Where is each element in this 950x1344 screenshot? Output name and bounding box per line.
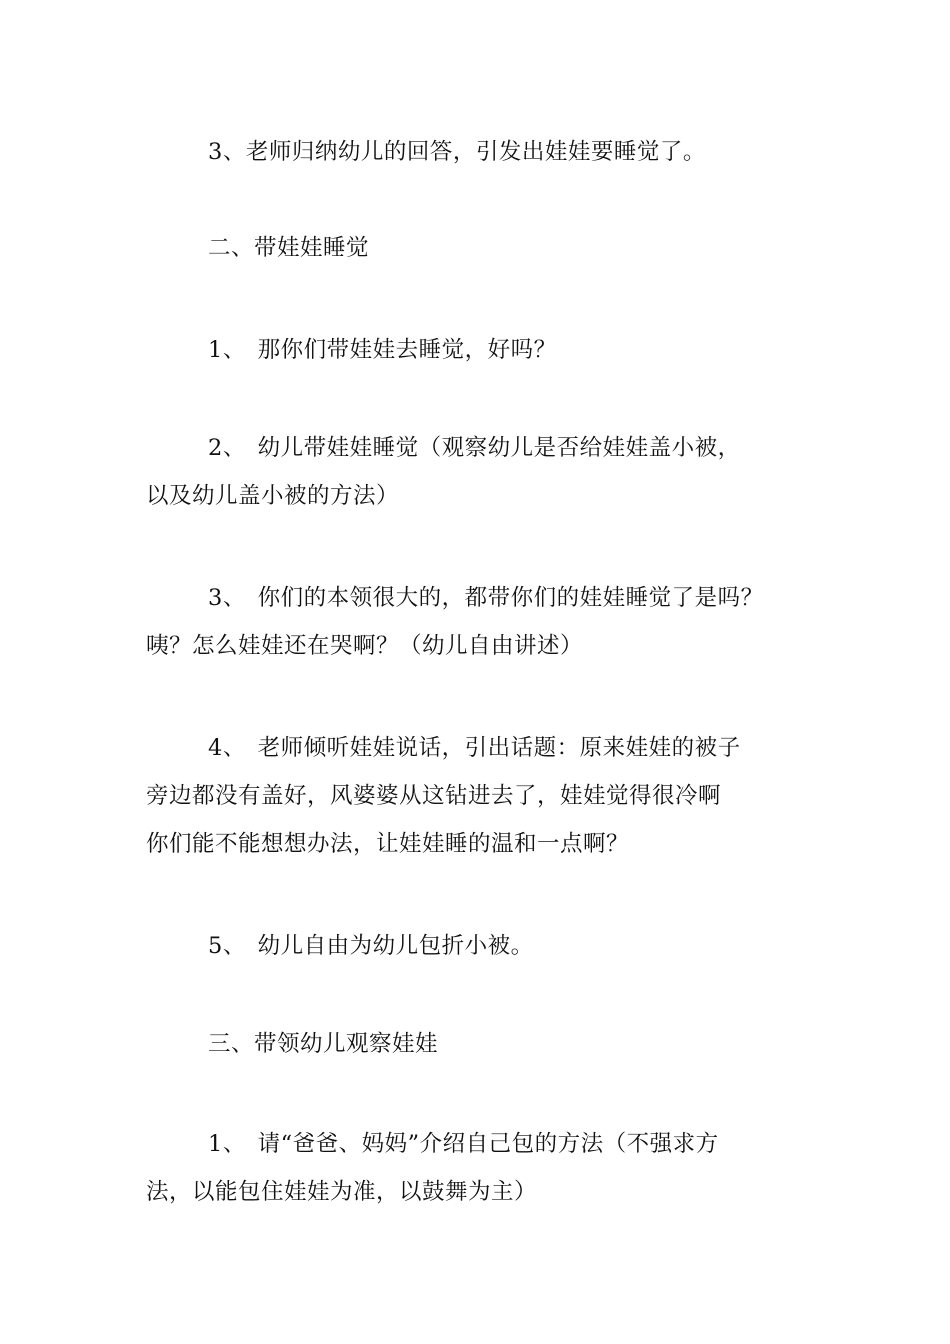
- paragraph-line: 以及幼儿盖小被的方法）: [146, 483, 400, 509]
- heading-line: 三、带领幼儿观察娃娃: [208, 1031, 439, 1057]
- section-heading-3: [146, 1020, 836, 1068]
- paragraph-item-4: [146, 724, 836, 868]
- paragraph-step-3-summary: [146, 128, 836, 176]
- paragraph-line: 咦？怎么娃娃还在哭啊？（幼儿自由讲述）: [146, 633, 584, 659]
- paragraph-line: 4、 老师倾听娃娃说话，引出话题：原来娃娃的被子: [208, 735, 741, 761]
- paragraph-line: 3、 你们的本领很大的，都带你们的娃娃睡觉了是吗？: [208, 585, 764, 611]
- paragraph-item-2: [146, 424, 836, 520]
- paragraph-line: 你们能不能想想办法，让娃娃睡的温和一点啊？: [146, 831, 630, 857]
- paragraph-item-3: [146, 574, 836, 670]
- paragraph-line: 旁边都没有盖好，风婆婆从这钻进去了，娃娃觉得很冷啊: [146, 783, 722, 809]
- paragraph-line: 1、 那你们带娃娃去睡觉，好吗？: [208, 337, 557, 363]
- section-heading-2: [146, 224, 836, 272]
- paragraph-line: 5、 幼儿自由为幼儿包折小被。: [208, 933, 534, 959]
- paragraph-item-5: [146, 922, 836, 970]
- paragraph-line: 2、 幼儿带娃娃睡觉（观察幼儿是否给娃娃盖小被，: [208, 435, 741, 461]
- paragraph-item-1: [146, 326, 836, 374]
- paragraph-line: 3、老师归纳幼儿的回答，引发出娃娃要睡觉了。: [208, 139, 706, 165]
- paragraph-line: 法，以能包住娃娃为准，以鼓舞为主）: [146, 1179, 538, 1205]
- paragraph-item-1b: [146, 1120, 836, 1216]
- paragraph-line: 1、 请“爸爸、妈妈”介绍自己包的方法（不强求方: [208, 1131, 719, 1157]
- heading-line: 二、带娃娃睡觉: [208, 235, 370, 261]
